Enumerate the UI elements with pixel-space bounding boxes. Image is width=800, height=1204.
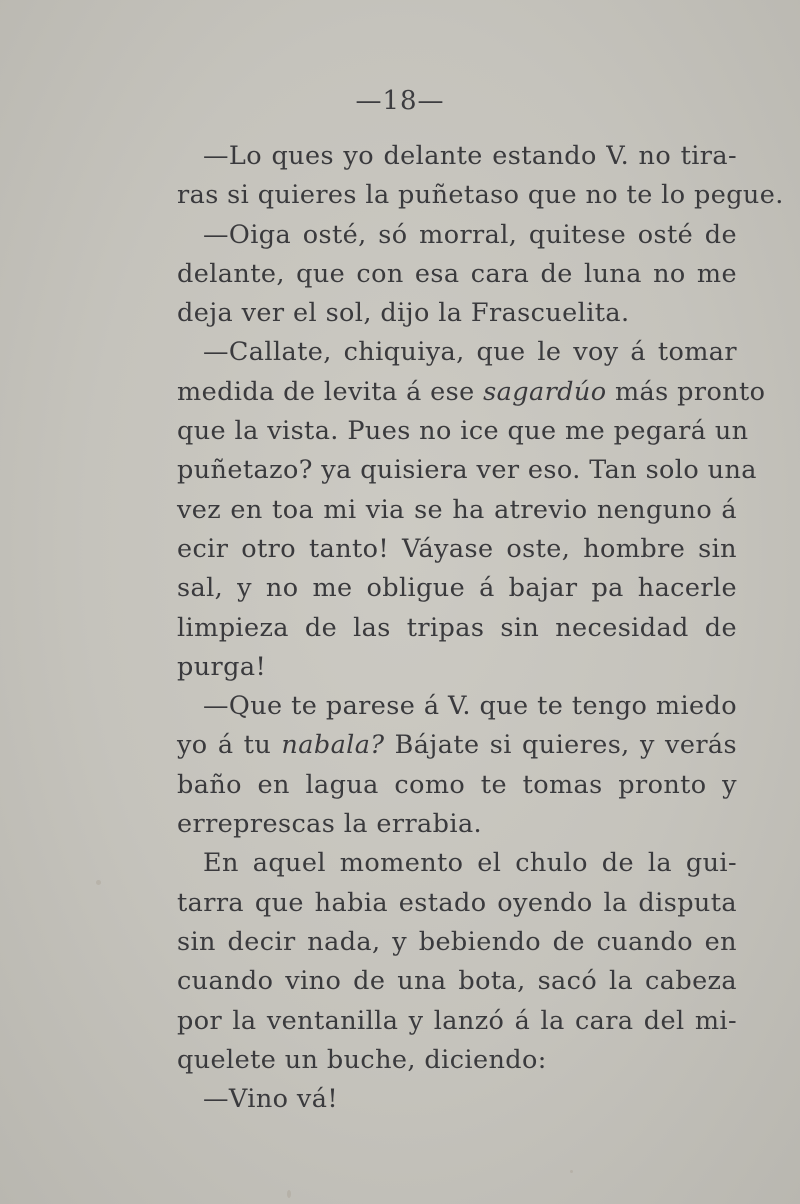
text-line	[177, 962, 737, 1001]
text-segment: erreprescas la errabia.	[177, 809, 483, 840]
text-line	[177, 137, 737, 176]
text-line	[177, 1080, 737, 1119]
text-segment: delante, que con esa cara de luna no me	[177, 258, 737, 289]
text-segment: más pronto	[606, 376, 766, 407]
text-segment: —Callate, chiquiya, que le voy á tomar	[203, 337, 737, 368]
text-segment: baño en lagua como te tomas pronto y	[177, 769, 737, 800]
text-line	[177, 884, 737, 923]
paper-stain	[96, 880, 101, 885]
text-segment: —Que te parese á V. que te tengo miedo	[203, 691, 737, 722]
text-line	[177, 333, 737, 372]
text-line	[177, 687, 737, 726]
text-segment: tarra que habia estado oyendo la disputa	[177, 887, 737, 918]
text-segment: puñetazo? ya quisiera ver eso. Tan solo una	[177, 455, 757, 486]
text-segment: sin decir nada, y bebiendo de cuando en	[177, 926, 737, 957]
paper-stain	[287, 1190, 291, 1198]
text-line	[177, 491, 737, 530]
body-text	[177, 137, 784, 1119]
text-line	[177, 1041, 737, 1080]
text-line	[177, 1002, 737, 1041]
text-line	[177, 609, 737, 648]
text-segment: limpieza de las tripas sin necesidad de	[177, 612, 737, 643]
text-segment: cuando vino de una bota, sacó la cabeza	[177, 966, 737, 997]
text-line	[177, 726, 737, 765]
page-number: —18—	[355, 86, 445, 116]
text-segment: que la vista. Pues no ice que me pegará un	[177, 416, 749, 447]
text-line	[177, 412, 749, 451]
text-segment: quelete un buche, diciendo:	[177, 1044, 547, 1075]
text-segment: yo á tu	[177, 730, 282, 761]
text-segment: ecir otro tanto! Váyase oste, hombre sin	[177, 533, 737, 564]
text-segment: medida de levita á ese	[177, 376, 484, 407]
text-line	[177, 373, 766, 412]
text-segment: ras si quieres la puñetaso que no te lo pegue.	[177, 180, 784, 211]
text-segment: —Vino vá!	[203, 1084, 338, 1115]
text-line	[177, 844, 737, 883]
italic-word: sagardúo	[483, 376, 607, 407]
paper-stain	[570, 1170, 573, 1173]
italic-word: nabala?	[281, 730, 385, 761]
text-segment: deja ver el sol, dijo la Frascuelita.	[177, 298, 630, 329]
text-line	[177, 176, 784, 215]
text-segment: En aquel momento el chulo de la gui-	[203, 848, 737, 879]
text-segment: —Lo ques yo delante estando V. no tira-	[203, 141, 737, 171]
text-line	[177, 530, 737, 569]
text-segment: Bájate si quieres, y verás	[384, 730, 737, 761]
text-line	[177, 216, 737, 255]
text-segment: —Oiga osté, só morral, quitese osté de	[203, 219, 737, 250]
text-segment: vez en toa mi via se ha atrevio nenguno á	[177, 494, 737, 525]
text-line	[177, 648, 737, 687]
text-segment: por la ventanilla y lanzó á la cara del mi-	[177, 1005, 737, 1036]
text-segment: sal, y no me obligue á bajar pa hacerle	[177, 573, 737, 604]
text-segment: purga!	[177, 651, 267, 682]
text-line	[177, 805, 737, 844]
text-line	[177, 255, 737, 294]
text-line	[177, 294, 737, 333]
text-line	[177, 569, 737, 608]
text-line	[177, 923, 737, 962]
text-line	[177, 766, 737, 805]
text-line	[177, 451, 757, 490]
